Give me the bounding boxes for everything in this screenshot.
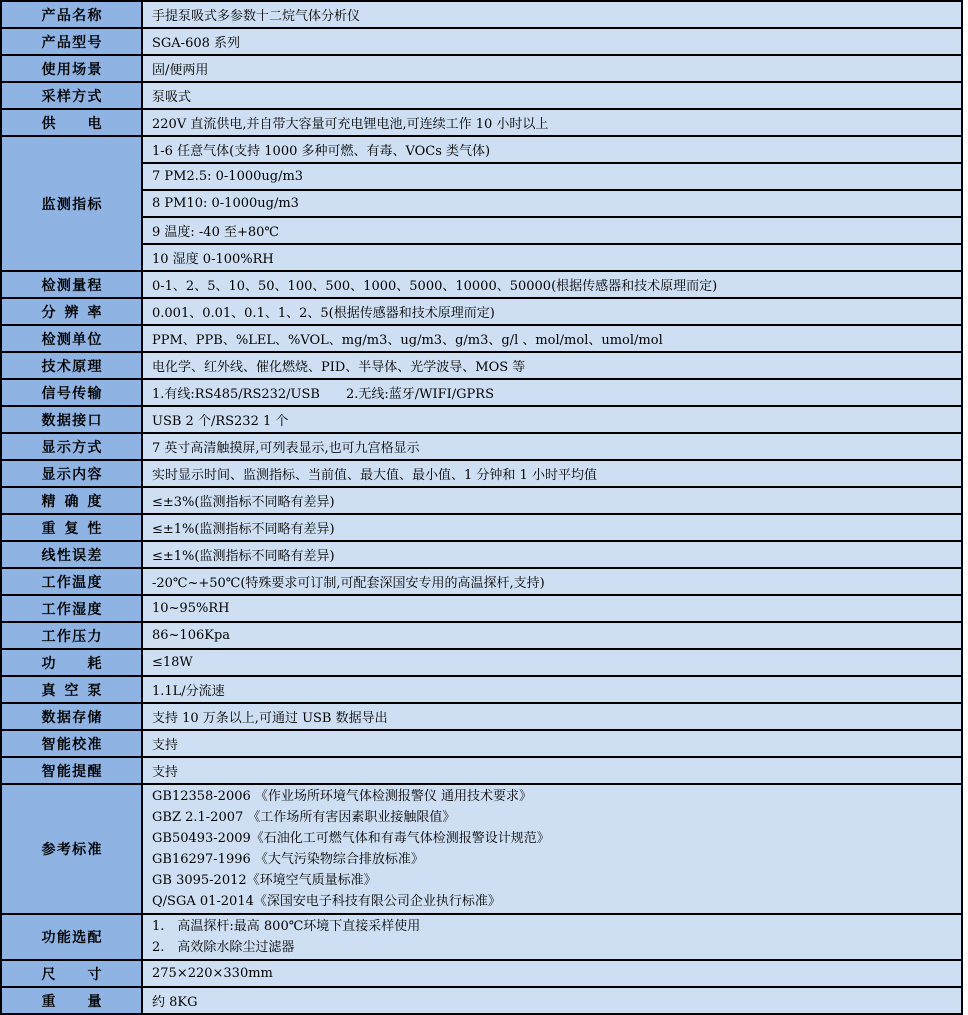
row-label: 显示方式 bbox=[41, 439, 102, 456]
row-value bbox=[142, 784, 962, 914]
table-row bbox=[1, 568, 962, 595]
table-row bbox=[1, 82, 962, 109]
row-label: 技术原理 bbox=[41, 358, 102, 375]
row-value: 支持 bbox=[142, 757, 962, 784]
row-value: USB 2 个/RS232 1 个 bbox=[142, 406, 962, 433]
row-label-cell bbox=[1, 914, 142, 960]
row-value: 10 湿度 0-100%RH bbox=[142, 244, 962, 271]
row-label-cell bbox=[1, 757, 142, 784]
table-row bbox=[1, 352, 962, 379]
value-line: 1. 高温探杆:最高 800℃环境下直接采样使用 bbox=[152, 919, 421, 934]
row-value: PPM、PPB、%LEL、%VOL、mg/m3、ug/m3、g/m3、g/l 、mol/mol、umol/mol bbox=[142, 325, 962, 352]
table-row bbox=[1, 514, 962, 541]
table-row bbox=[1, 757, 962, 784]
row-value: 1.1L/分流速 bbox=[142, 676, 962, 703]
row-label-cell bbox=[1, 109, 142, 136]
table-row bbox=[1, 217, 962, 244]
value-line: GB50493-2009《石油化工可燃气体和有毒气体检测报警设计规范》 bbox=[152, 831, 550, 846]
table-row bbox=[1, 406, 962, 433]
row-label-cell bbox=[1, 406, 142, 433]
row-label-cell bbox=[1, 460, 142, 487]
row-value: ≤±1%(监测指标不同略有差异) bbox=[142, 541, 962, 568]
row-label-cell bbox=[1, 298, 142, 325]
table-row bbox=[1, 487, 962, 514]
table-row bbox=[1, 595, 962, 622]
value-line: GB16297-1996 《大气污染物综合排放标准》 bbox=[152, 852, 424, 867]
table-row bbox=[1, 190, 962, 217]
row-value: 7 英寸高清触摸屏,可列表显示,也可九宫格显示 bbox=[142, 433, 962, 460]
row-label-cell bbox=[1, 487, 142, 514]
row-label-cell bbox=[1, 136, 142, 271]
value-line: GBZ 2.1-2007 《工作场所有害因素职业接触限值》 bbox=[152, 810, 456, 825]
table-row bbox=[1, 622, 962, 649]
table-row bbox=[1, 960, 962, 987]
row-label: 采样方式 bbox=[41, 88, 102, 105]
row-label: 工作压力 bbox=[41, 628, 102, 645]
row-label-cell bbox=[1, 55, 142, 82]
row-label: 尺寸 bbox=[41, 966, 102, 983]
row-value: 9 温度: -40 至+80℃ bbox=[142, 217, 962, 244]
row-label: 智能校准 bbox=[41, 736, 102, 753]
row-value: 86~106Kpa bbox=[142, 622, 962, 649]
row-label-cell bbox=[1, 433, 142, 460]
row-label: 检测量程 bbox=[41, 277, 102, 294]
table-row bbox=[1, 730, 962, 757]
row-label-cell bbox=[1, 82, 142, 109]
row-label-cell bbox=[1, 352, 142, 379]
row-value: 约 8KG bbox=[142, 987, 962, 1014]
table-row bbox=[1, 914, 962, 960]
row-label: 检测单位 bbox=[41, 331, 102, 348]
row-label-cell bbox=[1, 622, 142, 649]
row-value: 实时显示时间、监测指标、当前值、最大值、最小值、1 分钟和 1 小时平均值 bbox=[142, 460, 962, 487]
row-label-cell bbox=[1, 568, 142, 595]
row-value: -20℃~+50℃(特殊要求可订制,可配套深国安专用的高温探杆,支持) bbox=[142, 568, 962, 595]
table-row bbox=[1, 541, 962, 568]
row-value: ≤±3%(监测指标不同略有差异) bbox=[142, 487, 962, 514]
value-line: 2. 高效除水除尘过滤器 bbox=[152, 940, 295, 955]
table-row bbox=[1, 379, 962, 406]
row-label: 线性误差 bbox=[41, 547, 102, 564]
value-line: GB 3095-2012《环境空气质量标准》 bbox=[152, 873, 377, 888]
table-row bbox=[1, 28, 962, 55]
row-label-cell bbox=[1, 541, 142, 568]
row-label: 功能选配 bbox=[41, 930, 102, 946]
value-line: GB12358-2006 《作业场所环境气体检测报警仪 通用技术要求》 bbox=[152, 789, 533, 804]
row-label: 功耗 bbox=[41, 655, 102, 672]
row-label: 使用场景 bbox=[41, 61, 102, 78]
row-value: 支持 10 万条以上,可通过 USB 数据导出 bbox=[142, 703, 962, 730]
table-row bbox=[1, 460, 962, 487]
row-label: 分辨率 bbox=[41, 304, 102, 321]
row-value: 275×220×330mm bbox=[142, 960, 962, 987]
table-row bbox=[1, 298, 962, 325]
row-label-cell bbox=[1, 703, 142, 730]
row-label: 参考标准 bbox=[41, 842, 102, 858]
table-row bbox=[1, 676, 962, 703]
row-label-cell bbox=[1, 325, 142, 352]
table-row bbox=[1, 271, 962, 298]
row-label-cell bbox=[1, 1, 142, 28]
table-row bbox=[1, 1, 962, 28]
row-label: 显示内容 bbox=[41, 466, 102, 483]
row-value: 220V 直流供电,并自带大容量可充电锂电池,可连续工作 10 小时以上 bbox=[142, 109, 962, 136]
value-line: Q/SGA 01-2014《深国安电子科技有限公司企业执行标准》 bbox=[152, 894, 501, 909]
row-label-cell bbox=[1, 28, 142, 55]
row-value: ≤±1%(监测指标不同略有差异) bbox=[142, 514, 962, 541]
table-row bbox=[1, 325, 962, 352]
row-value: SGA-608 系列 bbox=[142, 28, 962, 55]
row-label: 信号传输 bbox=[41, 385, 102, 402]
table-row bbox=[1, 244, 962, 271]
row-label-cell bbox=[1, 784, 142, 914]
row-label: 数据接口 bbox=[41, 412, 102, 429]
row-label: 数据存储 bbox=[41, 709, 102, 726]
row-label: 真空泵 bbox=[41, 682, 102, 699]
row-label: 产品型号 bbox=[41, 34, 102, 51]
table-row bbox=[1, 784, 962, 914]
row-value: 10~95%RH bbox=[142, 595, 962, 622]
row-value bbox=[142, 914, 962, 960]
row-label: 工作温度 bbox=[41, 574, 102, 591]
row-value: 0-1、2、5、10、50、100、500、1000、5000、10000、50000(根据传感器和技术原理而定) bbox=[142, 271, 962, 298]
row-label-cell bbox=[1, 379, 142, 406]
row-value: 1-6 任意气体(支持 1000 多种可燃、有毒、VOCs 类气体) bbox=[142, 136, 962, 163]
table-row bbox=[1, 433, 962, 460]
spec-table-body bbox=[1, 1, 962, 1014]
row-label: 供电 bbox=[41, 115, 102, 132]
row-value: 8 PM10: 0-1000ug/m3 bbox=[142, 190, 962, 217]
row-label-cell bbox=[1, 649, 142, 676]
row-value: 泵吸式 bbox=[142, 82, 962, 109]
table-row bbox=[1, 649, 962, 676]
row-label: 重复性 bbox=[41, 520, 102, 537]
row-value: 0.001、0.01、0.1、1、2、5(根据传感器和技术原理而定) bbox=[142, 298, 962, 325]
row-label-cell bbox=[1, 514, 142, 541]
row-value: 7 PM2.5: 0-1000ug/m3 bbox=[142, 163, 962, 190]
table-row bbox=[1, 703, 962, 730]
row-label: 重量 bbox=[41, 993, 102, 1010]
row-label: 智能提醒 bbox=[41, 763, 102, 780]
row-label-cell bbox=[1, 595, 142, 622]
table-row bbox=[1, 163, 962, 190]
row-label: 监测指标 bbox=[41, 196, 102, 213]
row-value: 固/便两用 bbox=[142, 55, 962, 82]
table-row bbox=[1, 55, 962, 82]
table-row bbox=[1, 136, 962, 163]
row-label-cell bbox=[1, 960, 142, 987]
row-label: 精确度 bbox=[41, 493, 102, 510]
row-value: 手提泵吸式多参数十二烷气体分析仪 bbox=[142, 1, 962, 28]
row-value: 电化学、红外线、催化燃烧、PID、半导体、光学波导、MOS 等 bbox=[142, 352, 962, 379]
row-label-cell bbox=[1, 676, 142, 703]
row-value: 支持 bbox=[142, 730, 962, 757]
row-label-cell bbox=[1, 730, 142, 757]
row-label: 工作湿度 bbox=[41, 601, 102, 618]
table-row bbox=[1, 109, 962, 136]
row-value: ≤18W bbox=[142, 649, 962, 676]
row-label-cell bbox=[1, 271, 142, 298]
row-value: 1.有线:RS485/RS232/USB 2.无线:蓝牙/WIFI/GPRS bbox=[142, 379, 962, 406]
row-label: 产品名称 bbox=[41, 7, 102, 24]
